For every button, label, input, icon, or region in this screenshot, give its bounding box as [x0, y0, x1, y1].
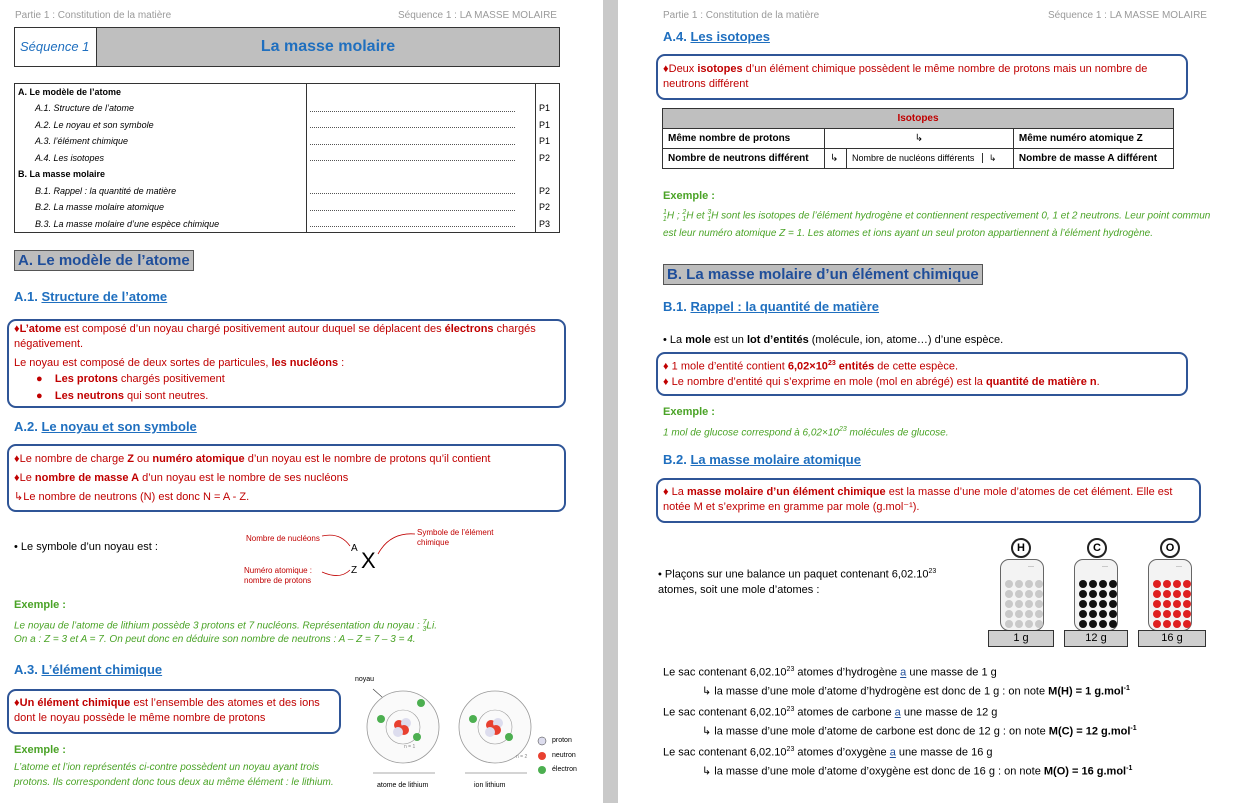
section-b-title: B. La masse molaire d’un élément chimique — [663, 264, 983, 285]
a4-def: ♦Deux isotopes d’un élément chimique possèdent le même nombre de protons mais un nombre de neutrons différent — [663, 63, 1148, 90]
a1-protons-bold: Les protons — [54, 373, 118, 385]
page-right[interactable] — [618, 0, 1236, 803]
b1-mole-def — [663, 333, 1003, 348]
ex-b1-exp: 23 — [838, 426, 847, 433]
iso-r1-arrow: ↳ — [825, 129, 1014, 149]
h-line1 — [663, 662, 997, 681]
a1-title-text: Structure de l’atome — [41, 289, 168, 304]
atom-dot — [1109, 590, 1117, 598]
ex1-l1-text: Le noyau de l’atome de lithium possède 3 protons et 7 nucléons. Représentation du noyau : — [14, 620, 423, 632]
atom-dot — [1025, 600, 1033, 608]
h-l1-a: Le sac contenant 6,02.10 — [663, 666, 787, 679]
atom-dot — [1025, 610, 1033, 618]
iso-r2c2-text: Nombre de nucléons différents — [852, 153, 975, 163]
a2-title-text: Le noyau et son symbole — [41, 419, 197, 434]
a2-l1-a: Le nombre de charge — [19, 453, 128, 465]
toc-a4[interactable]: A.4. Les isotopes — [15, 150, 307, 167]
a1-nucleons — [14, 356, 344, 371]
b2-place-b: atomes, soit une mole d’atomes : — [658, 583, 820, 596]
atom-dot — [1183, 580, 1191, 588]
b2-def-a: La — [671, 486, 687, 498]
b1-box1-bold: 6,02×10 — [787, 360, 828, 373]
atom-dot — [1035, 590, 1043, 598]
ex-iso-b: H et — [686, 210, 708, 222]
symbol-z: Z — [351, 565, 358, 576]
c-l1-exp: 23 — [786, 706, 795, 713]
atom-dot — [1153, 600, 1161, 608]
h-circle-icon: H — [1011, 538, 1031, 558]
atom-dot — [1153, 620, 1161, 628]
ex-iso-text — [663, 206, 1213, 241]
atom-dot — [1005, 620, 1013, 628]
a2-l2-a: Le — [19, 472, 35, 484]
atom-dot — [1183, 600, 1191, 608]
atom-dot — [1153, 580, 1161, 588]
iso-header: Isotopes — [663, 109, 1174, 129]
ex-b1-a: 1 mol de glucose correspond à 6,02×10 — [663, 427, 839, 439]
header-sequence: Séquence 1 : LA MASSE MOLAIRE — [398, 10, 557, 21]
toc-a2[interactable]: A.2. Le noyau et son symbole — [15, 117, 307, 134]
symbol-x: X — [361, 548, 376, 573]
page-title: La masse molaire — [97, 28, 559, 66]
a1-neutrons-bold: Les neutrons — [54, 390, 124, 402]
atom-dot — [1079, 620, 1087, 628]
a1-nuc-bold: les nucléons — [271, 357, 339, 369]
a1-nuc-start: Le noyau est composé de deux sortes de particules, — [14, 357, 272, 369]
a1-electrons-bold: électrons — [444, 323, 494, 335]
iso-sup3: 3 — [707, 209, 712, 216]
bag-o-dots: ··· — [1176, 564, 1182, 570]
ex-iso-label: Exemple : — [663, 190, 715, 202]
ex1-label-text: Exemple — [14, 599, 60, 611]
b1-num: B.1. — [663, 299, 687, 314]
atom-dot — [1015, 590, 1023, 598]
atom-dot — [1099, 620, 1107, 628]
c-arrow-icon: ↳ — [702, 725, 712, 738]
b2-title-text: La masse molaire atomique — [690, 452, 861, 467]
legend-neutron: neutron — [552, 752, 576, 759]
atom-dot — [1183, 610, 1191, 618]
atom-dot — [1079, 600, 1087, 608]
atom-dot — [1005, 590, 1013, 598]
b1-l1-c: (molécule, ion, atome…) d’une espèce. — [808, 334, 1004, 346]
atom-dot — [1035, 580, 1043, 588]
section-a-title: A. Le modèle de l’atome — [14, 250, 194, 271]
atom-dot — [1099, 580, 1107, 588]
a2-l1-z: Z — [127, 453, 134, 465]
b2-def-bold: masse molaire d’un élément chimique — [686, 486, 886, 498]
toc-b1[interactable]: B.1. Rappel : la quantité de matière — [15, 183, 307, 200]
a3-num: A.3. — [14, 662, 38, 677]
a1-neutrons-text: qui sont neutres. — [123, 390, 209, 402]
a3-def: ♦Un élément chimique est l’ensemble des atomes et des ions dont le noyau possède le même nombre de protons — [14, 697, 320, 724]
atom-dot — [1099, 590, 1107, 598]
label-symbole: Symbole de l’élément chimique — [417, 528, 494, 547]
c-line1 — [663, 702, 997, 721]
h-l2-exp: -1 — [1123, 685, 1130, 692]
h-l1-c: une masse de 1 g — [906, 666, 997, 679]
header-part: Partie 1 : Constitution de la matière — [15, 10, 172, 21]
ex1-line2: On a : Z = 3 et A = 7. On peut donc en déduire son nombre de neutrons : A – Z = 7 – 3 = 4. — [14, 634, 416, 645]
b1-l1-bold: mole — [685, 334, 711, 346]
fig-ion-label: ion lithium — [474, 782, 506, 789]
iso-sub3: 1 — [707, 216, 712, 224]
atom-dot — [1173, 590, 1181, 598]
atom-dot — [1163, 590, 1171, 598]
a2-l1-bold: numéro atomique — [152, 453, 245, 465]
a1-atom-bold: L’atome — [19, 323, 62, 335]
a1-protons-text: chargés positivement — [117, 373, 225, 385]
a2-l1-b: ou — [134, 453, 153, 465]
a4-def-a: Deux — [668, 63, 698, 75]
atom-dot — [1035, 610, 1043, 618]
b1-box1-exp: 23 — [827, 360, 836, 367]
atom-dot — [1025, 590, 1033, 598]
c-l1-u: a — [894, 706, 901, 719]
atom-dot — [1089, 580, 1097, 588]
atom-dot — [1035, 620, 1043, 628]
a1-atom-def: ♦L’atome est composé d’un noyau chargé positivement autour duquel se déplacent des électrons chargés négativement. — [14, 323, 536, 350]
b1-box2-bold: quantité de matière n — [985, 376, 1097, 388]
a2-l3-text: Le nombre de neutrons (N) est donc N = A - Z. — [23, 491, 250, 503]
iso-r1c3: Même numéro atomique Z — [1013, 129, 1173, 149]
c-l2-exp: -1 — [1130, 725, 1137, 732]
label-numero-atomique: Numéro atomique : nombre de protons — [244, 566, 313, 585]
atom-dot — [1163, 620, 1171, 628]
bag-c — [1074, 559, 1118, 631]
bag-c-dots: ··· — [1102, 564, 1108, 570]
atom-dot — [1005, 580, 1013, 588]
ex-b1-text — [663, 422, 948, 440]
b1-l1-a: • La — [663, 334, 686, 346]
c-l1-c: une masse de 12 g — [900, 706, 998, 719]
b1-l1-b: est un — [710, 334, 747, 346]
a2-l2-bold: nombre de masse A — [34, 472, 140, 484]
header-part-right: Partie 1 : Constitution de la matière — [663, 10, 820, 21]
atom-dot — [1025, 620, 1033, 628]
c-l2-a: la masse d’une mole d’atome de carbone est donc de 12 g : on note — [714, 725, 1049, 738]
scale-c: 12 g — [1064, 630, 1128, 647]
o-l1-u: a — [889, 746, 896, 759]
a3-def-text: est l’ensemble des atomes et des ions dont le noyau possède le même nombre de protons — [14, 697, 320, 724]
ex2-text: L’atome et l’ion représentés ci-contre possèdent un noyau ayant trois protons. Ils correspondent donc tous deux au même élément : le lithium. — [14, 762, 334, 788]
b2-def: ♦ La masse molaire d’un élément chimique est la masse d’une mole d’atomes de cet élément. Elle est notée M et s’exprime en gramme par mole (g.mol⁻¹). — [663, 486, 1173, 513]
a4-def-b: d’un élément chimique possèdent le même nombre de protons mais un nombre de neutrons différent — [663, 63, 1148, 90]
h-arrow-icon: ↳ — [702, 685, 712, 698]
toc-section-b: B. La masse molaire — [15, 166, 307, 183]
o-line1 — [663, 742, 992, 761]
atom-dot — [1089, 600, 1097, 608]
ex1-li-z: 3 — [422, 626, 427, 634]
toc-a2-page: P1 — [539, 119, 551, 130]
ex-b1-label: Exemple : — [663, 406, 715, 418]
o-arrow-icon: ↳ — [702, 765, 712, 778]
atom-dot — [1183, 590, 1191, 598]
iso-r2-arrow-b: ↳ — [982, 153, 997, 163]
a2-num: A.2. — [14, 419, 38, 434]
orbit-n2-label: n = 2 — [516, 754, 528, 760]
legend-electron: électron — [552, 766, 577, 773]
a4-def-bold: isotopes — [697, 63, 743, 75]
b2-num: B.2. — [663, 452, 687, 467]
iso-sub1: 1 — [662, 216, 667, 224]
o-l1-b: atomes d’oxygène — [794, 746, 890, 759]
a3-title — [14, 662, 162, 677]
ex-iso-a: H ; — [666, 210, 683, 222]
atom-dot — [1015, 600, 1023, 608]
ex1-label: Exemple : — [14, 599, 66, 611]
atom-dot — [1109, 620, 1117, 628]
atom-dot — [1099, 600, 1107, 608]
o-l2-bold: M(O) = 16 g.mol — [1043, 765, 1127, 778]
b1-box1-c: de cette espèce. — [874, 360, 959, 373]
a1-atom-end: chargés négativement. — [14, 323, 536, 350]
atom-dot — [1109, 610, 1117, 618]
atom-dot — [1025, 580, 1033, 588]
atom-dot — [1173, 610, 1181, 618]
table-of-contents — [14, 83, 560, 233]
a1-li-neutrons: ● Les neutrons qui sont neutres. — [36, 390, 209, 402]
a1-li-protons: ● Les protons chargés positivement — [36, 373, 225, 385]
atom-dot — [1183, 620, 1191, 628]
ex-b1-b: molécules de glucose. — [846, 427, 949, 439]
toc-b1-page: P2 — [539, 185, 551, 196]
iso-r1c1: Même nombre de protons — [663, 129, 825, 149]
h-l1-u: a — [900, 666, 907, 679]
atom-dot — [1109, 600, 1117, 608]
atom-dot — [1015, 620, 1023, 628]
a3-def-bold: Un élément chimique — [19, 697, 131, 709]
o-l1-a: Le sac contenant 6,02.10 — [663, 746, 787, 759]
symbol-a: A — [351, 543, 358, 554]
atom-dot — [1163, 600, 1171, 608]
atom-dot — [1163, 610, 1171, 618]
a2-line3 — [14, 490, 249, 505]
a1-nuc-end: : — [338, 357, 345, 369]
atom-dot — [1173, 620, 1181, 628]
atom-dot — [1015, 580, 1023, 588]
iso-sup1: 1 — [663, 209, 667, 216]
atom-dot — [1005, 600, 1013, 608]
ex-iso-c: H — [711, 210, 719, 222]
ex1-li-a: 7 — [422, 619, 427, 626]
orbit-n1-label: n = 1 — [404, 744, 416, 750]
label-nucleons: Nombre de nucléons — [246, 534, 320, 543]
header-sequence-right: Séquence 1 : LA MASSE MOLAIRE — [1048, 10, 1207, 21]
scale-o: 16 g — [1138, 630, 1206, 647]
c-l1-b: atomes de carbone — [794, 706, 895, 719]
b1-box-line2: ♦ Le nombre d’entité qui s’exprime en mole (mol en abrégé) est la quantité de matière n. — [663, 376, 1100, 388]
a2-l1-c: d’un noyau est le nombre de protons qu’il contient — [244, 453, 491, 465]
o-circle-icon: O — [1160, 538, 1180, 558]
ex-iso-body: sont les isotopes de l’élément hydrogène et contiennent respectivement 0, 1 et 2 neutrons. Leur point commun est leur numéro atomique Z = 1. Les atomes et ions ayant un seul proton appartiennent à l’élément hydrogène. — [663, 210, 1211, 240]
o-l1-exp: 23 — [786, 746, 795, 753]
iso-sub2: 1 — [682, 216, 687, 224]
atom-dot — [1153, 590, 1161, 598]
title-seq: Séquence 1 — [15, 28, 97, 66]
atom-dot — [1153, 610, 1161, 618]
toc-a3[interactable]: A.3. l’élément chimique — [15, 133, 307, 150]
h-line2 — [702, 681, 1130, 700]
fig-atome-label: atome de lithium — [377, 782, 429, 789]
toc-a1[interactable]: A.1. Structure de l’atome — [15, 100, 307, 117]
a4-num: A.4. — [663, 29, 687, 44]
h-l1-b: atomes d’hydrogène — [794, 666, 901, 679]
isotopes-table — [662, 108, 1174, 169]
atom-dot — [1173, 580, 1181, 588]
toc-b2-page: P2 — [539, 202, 551, 213]
ex2-label: Exemple : — [14, 744, 66, 756]
symbol-intro: • Le symbole d’un noyau est : — [14, 541, 158, 553]
o-l2-exp: -1 — [1126, 765, 1133, 772]
h-l1-exp: 23 — [786, 666, 795, 673]
b1-title — [663, 299, 879, 314]
legend-proton: proton — [552, 737, 572, 744]
b2-title — [663, 452, 861, 467]
iso-r2c1: Nombre de neutrons différent — [663, 149, 825, 169]
a2-line1: ♦Le nombre de charge Z ou numéro atomique d’un noyau est le nombre de protons qu’il contient — [14, 453, 491, 465]
b2-place — [658, 564, 958, 598]
atom-dot — [1089, 610, 1097, 618]
b1-box1-a: 1 mole d’entité contient — [671, 360, 788, 373]
page-left[interactable] — [0, 0, 603, 803]
c-l2-bold: M(C) = 12 g.mol — [1048, 725, 1131, 738]
bag-h-dots: ··· — [1028, 564, 1034, 570]
a1-num: A.1. — [14, 289, 38, 304]
toc-section-a: A. Le modèle de l’atome — [15, 84, 307, 101]
b2-def-b: est la masse d’une mole d’atomes de cet élément. Elle est notée M et s’exprime en gramme par mole (g.mol⁻¹). — [663, 486, 1173, 513]
atom-dot — [1079, 580, 1087, 588]
toc-b3-page: P3 — [539, 218, 551, 229]
b1-box-line1: ♦ 1 mole d’entité contient $6,02\times 10^{23}$ entités de cette espèce. — [663, 360, 959, 373]
iso-r2c3: Nombre de masse A différent — [1013, 149, 1173, 169]
scale-h: 1 g — [988, 630, 1054, 647]
atom-dot — [1089, 620, 1097, 628]
c-line2 — [702, 721, 1137, 740]
toc-b2[interactable]: B.2. La masse molaire atomique — [15, 199, 307, 216]
toc-a1-page: P1 — [539, 103, 551, 114]
b2-place-exp: 23 — [928, 568, 937, 575]
a3-title-text: L’élément chimique — [41, 662, 163, 677]
b1-box2-a: Le nombre d’entité qui s’exprime en mole (mol en abrégé) est la — [671, 376, 986, 388]
atom-dot — [1035, 600, 1043, 608]
b1-l1-bold2: lot d’entités — [746, 334, 809, 346]
a4-title — [663, 29, 770, 44]
h-l2-bold: M(H) = 1 g.mol — [1048, 685, 1124, 698]
o-l2-a: la masse d’une mole d’atome d’oxygène est donc de 16 g : on note — [714, 765, 1044, 778]
a2-line2: ♦Le nombre de masse A d’un noyau est le nombre de ses nucléons — [14, 472, 349, 484]
b1-box1-bold2: entités — [835, 360, 875, 373]
bag-h — [1000, 559, 1044, 631]
b1-title-text: Rappel : la quantité de matière — [690, 299, 880, 314]
c-l1-a: Le sac contenant 6,02.10 — [663, 706, 787, 719]
toc-a3-page: P1 — [539, 136, 551, 147]
atom-dot — [1079, 610, 1087, 618]
a4-title-text: Les isotopes — [690, 29, 770, 44]
fig-noyau-label: noyau — [355, 676, 375, 683]
atom-dot — [1173, 600, 1181, 608]
a1-atom-mid: est composé d’un noyau chargé positivement autour duquel se déplacent des — [61, 323, 445, 335]
iso-r2-arrow-a: ↳ — [825, 149, 847, 169]
title-box — [14, 27, 560, 67]
atom-dot — [1109, 580, 1117, 588]
toc-b3[interactable]: B.3. La masse molaire d’une espèce chimique — [15, 216, 307, 233]
h-l2-a: la masse d’une mole d’atome d’hydrogène est donc de 1 g : on note — [714, 685, 1049, 698]
b2-place-a: • Plaçons sur une balance un paquet contenant 6,02.10 — [658, 568, 929, 581]
atom-dot — [1015, 610, 1023, 618]
atom-dot — [1089, 590, 1097, 598]
c-circle-icon: C — [1087, 538, 1107, 558]
ex1-li: Li. — [426, 620, 437, 632]
atom-dot — [1005, 610, 1013, 618]
toc-a4-page: P2 — [539, 152, 551, 163]
a2-l2-b: d’un noyau est le nombre de ses nucléons — [139, 472, 349, 484]
iso-sup2: 2 — [682, 209, 687, 216]
arrow-icon: ↳ — [14, 491, 24, 503]
iso-r2c2 — [847, 149, 1014, 169]
bag-o — [1148, 559, 1192, 631]
atom-dot — [1163, 580, 1171, 588]
atom-dot — [1079, 590, 1087, 598]
o-line2 — [702, 761, 1132, 780]
o-l1-c: une masse de 16 g — [895, 746, 993, 759]
a1-title — [14, 289, 167, 304]
atom-dot — [1099, 610, 1107, 618]
a2-title — [14, 419, 197, 434]
